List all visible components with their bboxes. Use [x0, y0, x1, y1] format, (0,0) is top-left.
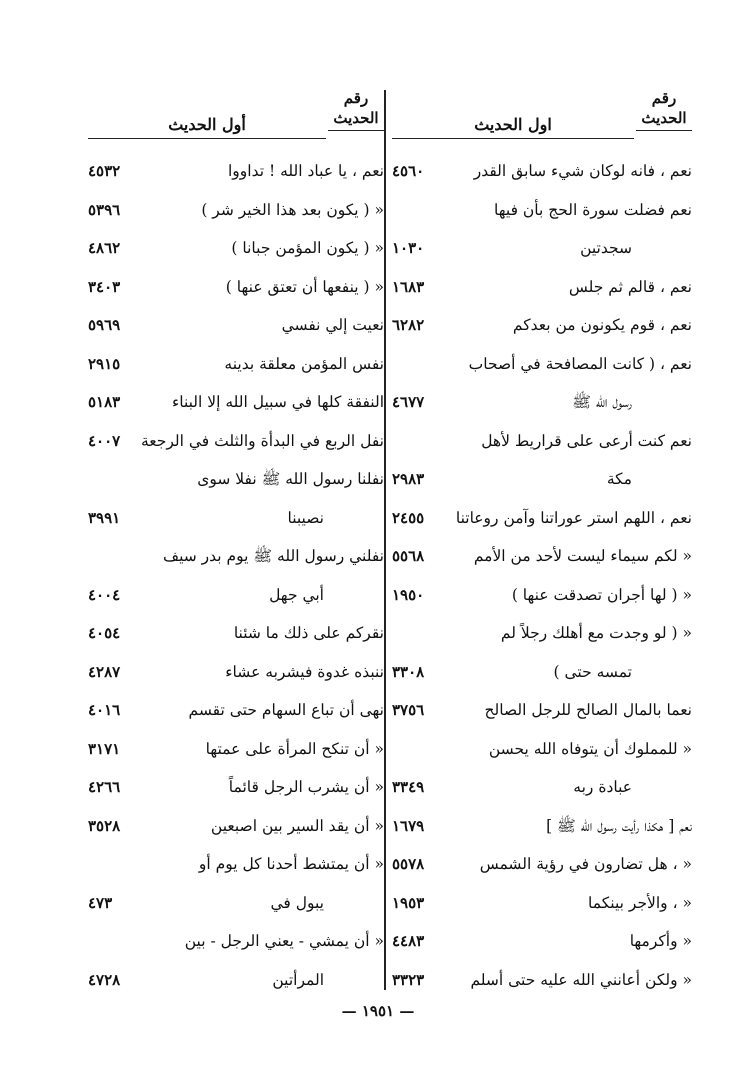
hadith-number: ١٩٥٣ — [392, 893, 425, 912]
index-entry — [88, 845, 384, 884]
index-entry — [392, 345, 692, 384]
right-column-rows — [392, 152, 692, 999]
hadith-number: ٣٤٠٣ — [88, 277, 121, 296]
hadith-number: ٣٣٠٨ — [392, 662, 425, 681]
index-entry — [88, 922, 384, 961]
number-header-line1: رقم — [343, 89, 369, 107]
index-entry — [392, 537, 692, 576]
hadith-number: ٤٠١٦ — [88, 701, 121, 719]
hadith-start-header: اول الحديث — [392, 114, 634, 139]
index-entry — [88, 268, 384, 307]
hadith-start-text: « ( يكون بعد هذا الخير شر ) — [201, 200, 384, 219]
index-entry — [392, 884, 692, 923]
hadith-start-text: مكة — [606, 470, 632, 488]
index-entry — [392, 845, 692, 884]
hadith-number: ٤٠٥٤ — [88, 624, 121, 642]
hadith-start-text: « لكم سيماء ليست لأحد من الأمم — [473, 547, 692, 565]
index-entry — [392, 229, 692, 268]
hadith-start-text: « أن تنكح المرأة على عمتها — [205, 739, 384, 758]
hadith-number: ٣٧٥٦ — [392, 701, 425, 719]
hadith-start-text: نفل الربع في البدأة والثلث في الرجعة — [140, 431, 384, 450]
hadith-start-text: « أن يقد السير بين اصبعين — [210, 816, 384, 835]
hadith-number: ٣٩٩١ — [88, 508, 121, 527]
hadith-start-text: أبي جهل — [269, 585, 324, 604]
hadith-start-text: تمسه حتى ) — [553, 662, 632, 681]
number-header-line2: الحديث — [636, 108, 692, 131]
right-column-header — [392, 88, 692, 144]
hadith-start-text: عبادة ربه — [573, 778, 632, 796]
index-entry — [88, 576, 384, 615]
hadith-start-text: نقركم على ذلك ما شئنا — [233, 624, 384, 642]
index-entry — [392, 614, 692, 653]
number-header-line1: رقم — [651, 89, 677, 107]
hadith-start-text: نعم ، ( كانت المصافحة في أصحاب — [468, 354, 692, 373]
hadith-number: ٣٣٤٩ — [392, 778, 425, 796]
hadith-start-text: « للمملوك أن يتوفاه الله يحسن — [488, 739, 692, 758]
column-divider — [384, 90, 386, 990]
hadith-start-text: « ، والأجر بينكما — [588, 893, 692, 912]
hadith-number: ٤٠٠٧ — [88, 431, 121, 450]
hadith-start-text: نعم كنت أرعى على قراريط لأهل — [481, 431, 692, 450]
hadith-number: ٢٩٨٣ — [392, 470, 425, 488]
hadith-number: ٦٢٨٢ — [392, 316, 425, 334]
hadith-start-header: أول الحديث — [88, 114, 326, 139]
hadith-start-text: نصيبنا — [287, 508, 324, 527]
page-number: — ١٩٥١ — — [341, 1002, 415, 1020]
hadith-start-text: « ( لو وجدت مع أهلك رجلاً لم — [500, 624, 692, 642]
hadith-number: ١٠٣٠ — [392, 239, 425, 257]
hadith-number: ٥٥٧٨ — [392, 855, 425, 873]
hadith-start-text: نعم ، يا عباد الله ! تداووا — [228, 162, 384, 180]
hadith-number: ٥٥٦٨ — [392, 547, 425, 565]
left-column-header — [88, 88, 384, 144]
index-entry — [88, 422, 384, 461]
hadith-start-text: نعم فضلت سورة الحج بأن فيها — [494, 200, 692, 219]
hadith-number: ٤٢٨٧ — [88, 662, 121, 681]
hadith-number: ٤٧٢٨ — [88, 970, 121, 989]
index-entry — [392, 730, 692, 769]
hadith-start-text: نعم [ هكذا رأيت رسول الله ﷺ ] — [546, 816, 692, 835]
hadith-start-text: نعم ، قالم ثم جلس — [568, 277, 692, 296]
index-entry — [88, 961, 384, 1000]
index-entry — [88, 499, 384, 538]
index-entry — [88, 884, 384, 923]
hadith-start-text: نفس المؤمن معلقة بدينه — [224, 354, 384, 373]
index-entry — [392, 768, 692, 807]
hadith-number: ٢٤٥٥ — [392, 508, 425, 527]
index-entry — [392, 460, 692, 499]
hadith-start-text: « ولكن أعانني الله عليه حتى أسلم — [470, 970, 692, 989]
hadith-start-text: المرأتين — [272, 970, 324, 989]
index-entry — [392, 961, 692, 1000]
hadith-number: ٣٥٢٨ — [88, 816, 121, 835]
index-entry — [88, 653, 384, 692]
index-entry — [392, 691, 692, 730]
hadith-start-text: نفلنا رسول الله ﷺ نفلا سوى — [197, 470, 384, 488]
hadith-number: ٣٣٢٣ — [392, 970, 425, 989]
hadith-start-text: نعم ، اللهم استر عوراتنا وآمن روعاتنا — [455, 508, 692, 527]
hadith-start-text: سجدتين — [580, 239, 632, 257]
index-entry — [392, 268, 692, 307]
hadith-start-text: يبول في — [270, 893, 324, 912]
hadith-number: ٤٨٦٢ — [88, 239, 121, 257]
hadith-number: ٥١٨٣ — [88, 393, 121, 411]
hadith-start-text: « ( ينفعها أن تعتق عنها ) — [225, 277, 384, 296]
index-entry — [392, 653, 692, 692]
index-entry — [392, 191, 692, 230]
hadith-number: ٥٣٩٦ — [88, 200, 121, 219]
index-entry — [392, 807, 692, 846]
index-entry — [88, 730, 384, 769]
hadith-number: ١٦٨٣ — [392, 277, 425, 296]
left-column — [88, 88, 384, 998]
hadith-number: ٣١٧١ — [88, 739, 121, 758]
index-entry — [88, 460, 384, 499]
hadith-number: ٤٢٦٦ — [88, 778, 121, 796]
index-entry — [88, 152, 384, 191]
hadith-number: ١٩٥٠ — [392, 585, 425, 604]
index-entry — [392, 306, 692, 345]
index-entry — [88, 191, 384, 230]
number-header-line2: الحديث — [328, 108, 384, 131]
hadith-start-text: « أن يمشي - يعني الرجل - بين — [184, 932, 384, 950]
index-entry — [88, 768, 384, 807]
hadith-number: ٥٩٦٩ — [88, 316, 121, 334]
index-entry — [88, 614, 384, 653]
index-entry — [88, 691, 384, 730]
hadith-start-text: نعم ، قوم يكونون من بعدكم — [512, 316, 692, 334]
hadith-start-text: نفلني رسول الله ﷺ يوم بدر سيف — [163, 547, 384, 565]
index-entry — [88, 383, 384, 422]
hadith-start-text: « أن يمتشط أحدنا كل يوم أو — [198, 855, 384, 873]
hadith-number: ٤٥٣٢ — [88, 162, 121, 180]
left-column-rows — [88, 152, 384, 999]
index-entry — [88, 306, 384, 345]
hadith-number: ١٦٧٩ — [392, 816, 425, 835]
index-entry — [392, 152, 692, 191]
hadith-number: ٤٥٦٠ — [392, 162, 425, 180]
hadith-start-text: النفقة كلها في سبيل الله إلا البناء — [171, 393, 384, 411]
hadith-start-text: « ( يكون المؤمن جبانا ) — [231, 239, 384, 257]
index-entry — [88, 229, 384, 268]
hadith-number: ٤٠٠٤ — [88, 585, 121, 604]
hadith-number: ٤٤٨٣ — [392, 932, 425, 950]
index-entry — [88, 537, 384, 576]
hadith-start-text: نهى أن تباع السهام حتى تقسم — [188, 701, 384, 719]
hadith-start-text: « وأكرمها — [629, 932, 692, 950]
hadith-number: ٤٧٣ — [88, 893, 113, 912]
hadith-number-header — [636, 88, 692, 131]
index-entry — [392, 422, 692, 461]
hadith-start-text: نعم ، فانه لوكان شيء سابق القدر — [473, 162, 692, 180]
index-entry — [392, 576, 692, 615]
right-column — [392, 88, 692, 998]
hadith-number: ٤٦٧٧ — [392, 393, 425, 411]
hadith-start-text: « ( لها أجران تصدقت عنها ) — [511, 585, 692, 604]
hadith-number-header — [328, 88, 384, 131]
index-entry — [392, 383, 692, 422]
index-entry — [88, 345, 384, 384]
hadith-start-text: نعما بالمال الصالح للرجل الصالح — [484, 701, 692, 719]
hadith-start-text: « ، هل تضارون في رؤية الشمس — [479, 855, 692, 873]
index-entry — [392, 922, 692, 961]
hadith-start-text: « أن يشرب الرجل قائماً — [228, 778, 384, 796]
index-entry — [88, 807, 384, 846]
hadith-number: ٢٩١٥ — [88, 354, 121, 373]
hadith-start-text: ننبذه غدوة فيشربه عشاء — [225, 662, 384, 681]
hadith-start-text: نعيت إلي نفسي — [281, 316, 384, 334]
index-entry — [392, 499, 692, 538]
hadith-start-text: رسول الله ﷺ — [572, 393, 632, 411]
